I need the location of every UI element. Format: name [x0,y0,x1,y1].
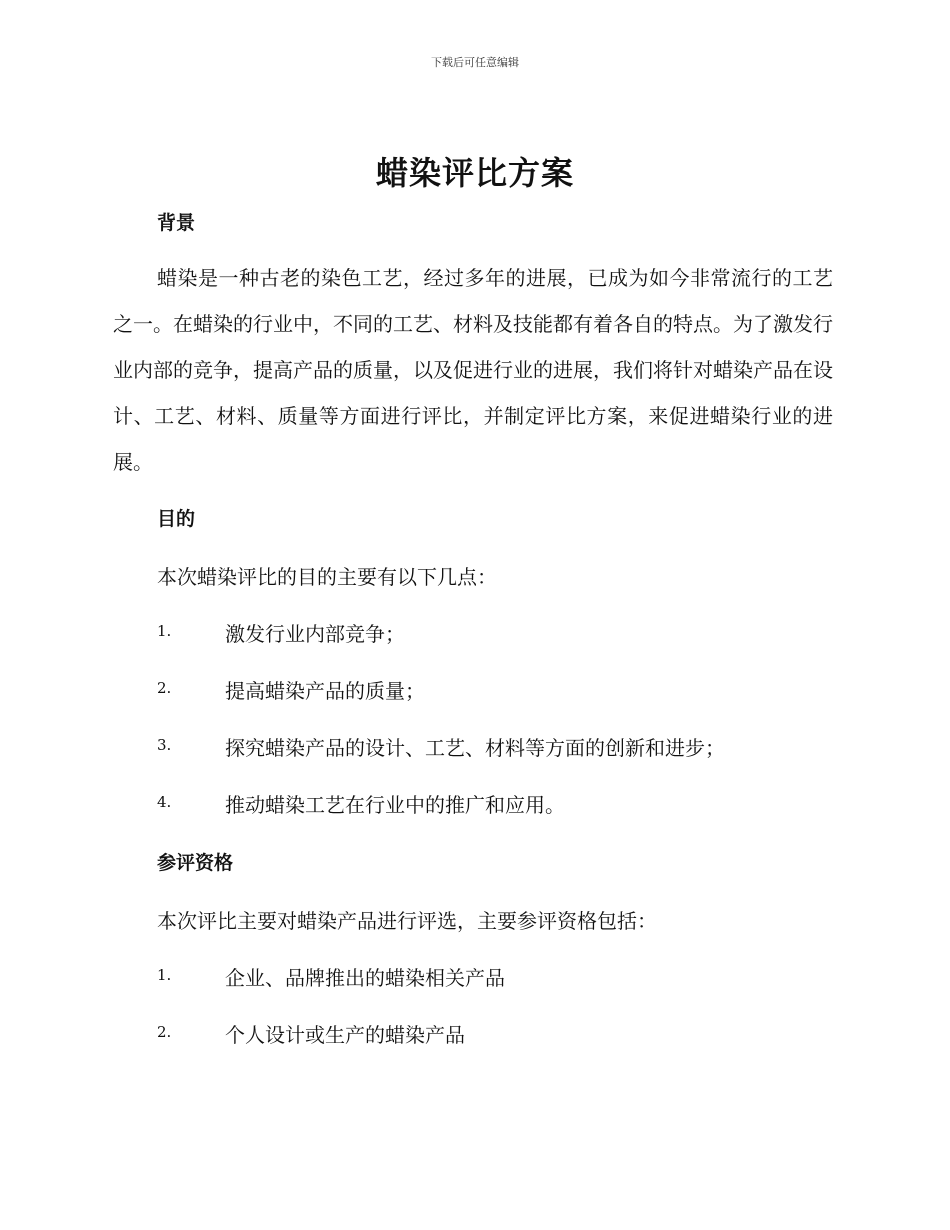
list-number: 4. [157,793,172,811]
purpose-intro: 本次蜡染评比的目的主要有以下几点： [157,565,497,589]
list-number: 2. [157,679,172,697]
list-text: 推动蜡染工艺在行业中的推广和应用。 [225,793,565,817]
list-text: 个人设计或生产的蜡染产品 [225,1023,465,1047]
purpose-list-item [157,789,857,819]
eligibility-list-item [157,1019,857,1049]
list-number: 1. [157,622,172,640]
purpose-list-item [157,732,857,762]
page-header-note: 下载后可任意编辑 [431,56,519,69]
list-text: 企业、品牌推出的蜡染相关产品 [225,966,505,990]
section-heading-purpose: 目的 [157,508,196,530]
background-paragraph: 蜡染是一种古老的染色工艺，经过多年的进展，已成为如今非常流行的工艺之一。在蜡染的行业中，不同的工艺、材料及技能都有着各自的特点。为了激发行业内部的竞争，提高产品的质量，以及促进行业的进展，我们将针对蜡染产品在设计、工艺、材料、质量等方面进行评比，并制定评比方案，来促进蜡染行业的进展。 [113,266,833,474]
list-text: 探究蜡染产品的设计、工艺、材料等方面的创新和进步； [225,736,725,760]
purpose-list-item [157,675,857,705]
eligibility-intro: 本次评比主要对蜡染产品进行评选，主要参评资格包括： [157,909,657,933]
eligibility-list-item [157,962,857,992]
list-number: 1. [157,966,172,984]
list-text: 激发行业内部竞争； [225,622,405,646]
list-number: 3. [157,736,172,754]
document-title: 蜡染评比方案 [375,154,574,192]
list-number: 2. [157,1023,172,1041]
section-heading-eligibility: 参评资格 [157,852,234,874]
purpose-list-item [157,618,857,648]
section-heading-background: 背景 [157,212,196,234]
list-text: 提高蜡染产品的质量； [225,679,425,703]
